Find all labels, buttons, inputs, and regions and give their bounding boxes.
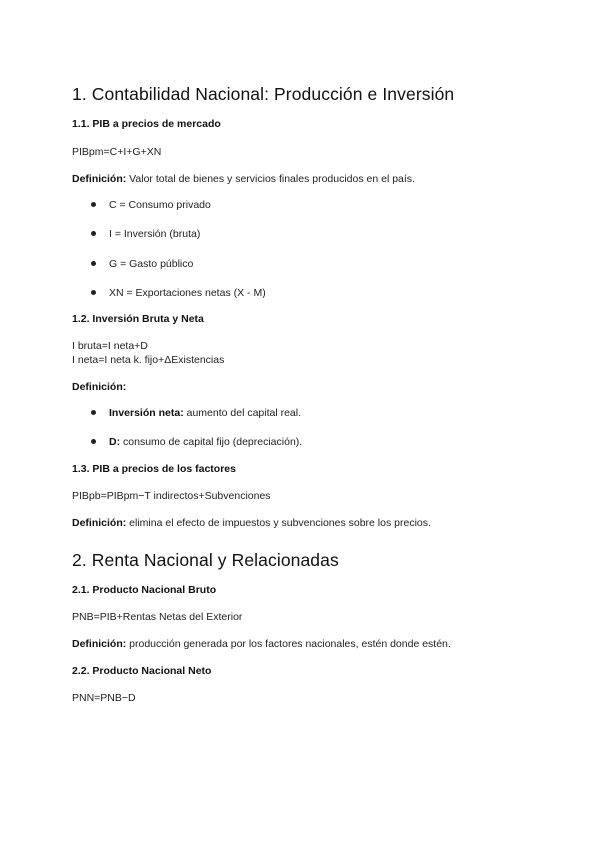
section-2-title: 2. Renta Nacional y Relacionadas — [72, 550, 339, 570]
definition-label: Definición: — [72, 638, 127, 650]
formula-pnn: PNN=PNB−D — [72, 692, 136, 704]
bullet-icon — [91, 290, 96, 295]
list-item-consumo: C = Consumo privado — [109, 199, 211, 211]
bullet-icon — [91, 410, 96, 415]
formula-pnb: PNB=PIB+Rentas Netas del Exterior — [72, 611, 243, 623]
definition-label: Definición: — [72, 517, 127, 529]
subsection-1-1-heading: 1.1. PIB a precios de mercado — [72, 118, 221, 130]
subsection-2-1-heading: 2.1. Producto Nacional Bruto — [72, 584, 217, 596]
definition-text: producción generada por los factores nacionales, estén donde estén. — [129, 638, 451, 650]
subsection-1-2-heading: 1.2. Inversión Bruta y Neta — [72, 313, 204, 325]
formula-inversion-neta: I neta=I neta k. fijo+ΔExistencias — [72, 354, 225, 366]
definition-text: Valor total de bienes y servicios finales producidos en el país. — [129, 173, 415, 185]
section-1-title: 1. Contabilidad Nacional: Producción e Inversión — [72, 84, 455, 104]
definition-label: Definición: — [72, 381, 127, 393]
definition-1-1 — [72, 172, 415, 186]
subsection-1-3-heading: 1.3. PIB a precios de los factores — [72, 463, 236, 475]
bullet-icon — [91, 439, 96, 444]
definition-2-1 — [72, 637, 451, 651]
bullet-icon — [91, 231, 96, 236]
list-item-gasto: G = Gasto público — [109, 258, 194, 270]
definition-label: Definición: — [72, 173, 127, 185]
list-item-label: Inversión neta: — [109, 407, 184, 419]
list-item-inversion: I = Inversión (bruta) — [109, 228, 201, 240]
formula-pib-pb: PIBpb=PIBpm−T indirectos+Subvenciones — [72, 490, 271, 502]
formula-inversion-bruta: I bruta=I neta+D — [72, 340, 148, 352]
definition-1-3 — [72, 516, 431, 530]
list-item-exportaciones: XN = Exportaciones netas (X - M) — [109, 287, 266, 299]
list-item-text: aumento del capital real. — [186, 407, 302, 419]
subsection-2-2-heading: 2.2. Producto Nacional Neto — [72, 665, 212, 677]
list-item-text: consumo de capital fijo (depreciación). — [123, 436, 303, 448]
list-item-depreciacion — [109, 435, 302, 449]
definition-text: elimina el efecto de impuestos y subvenciones sobre los precios. — [129, 517, 431, 529]
bullet-icon — [91, 202, 96, 207]
formula-pib-pm: PIBpm=C+I+G+XN — [72, 146, 162, 158]
bullet-icon — [91, 261, 96, 266]
list-item-label: D: — [109, 436, 121, 448]
list-item-inversion-neta — [109, 406, 301, 420]
